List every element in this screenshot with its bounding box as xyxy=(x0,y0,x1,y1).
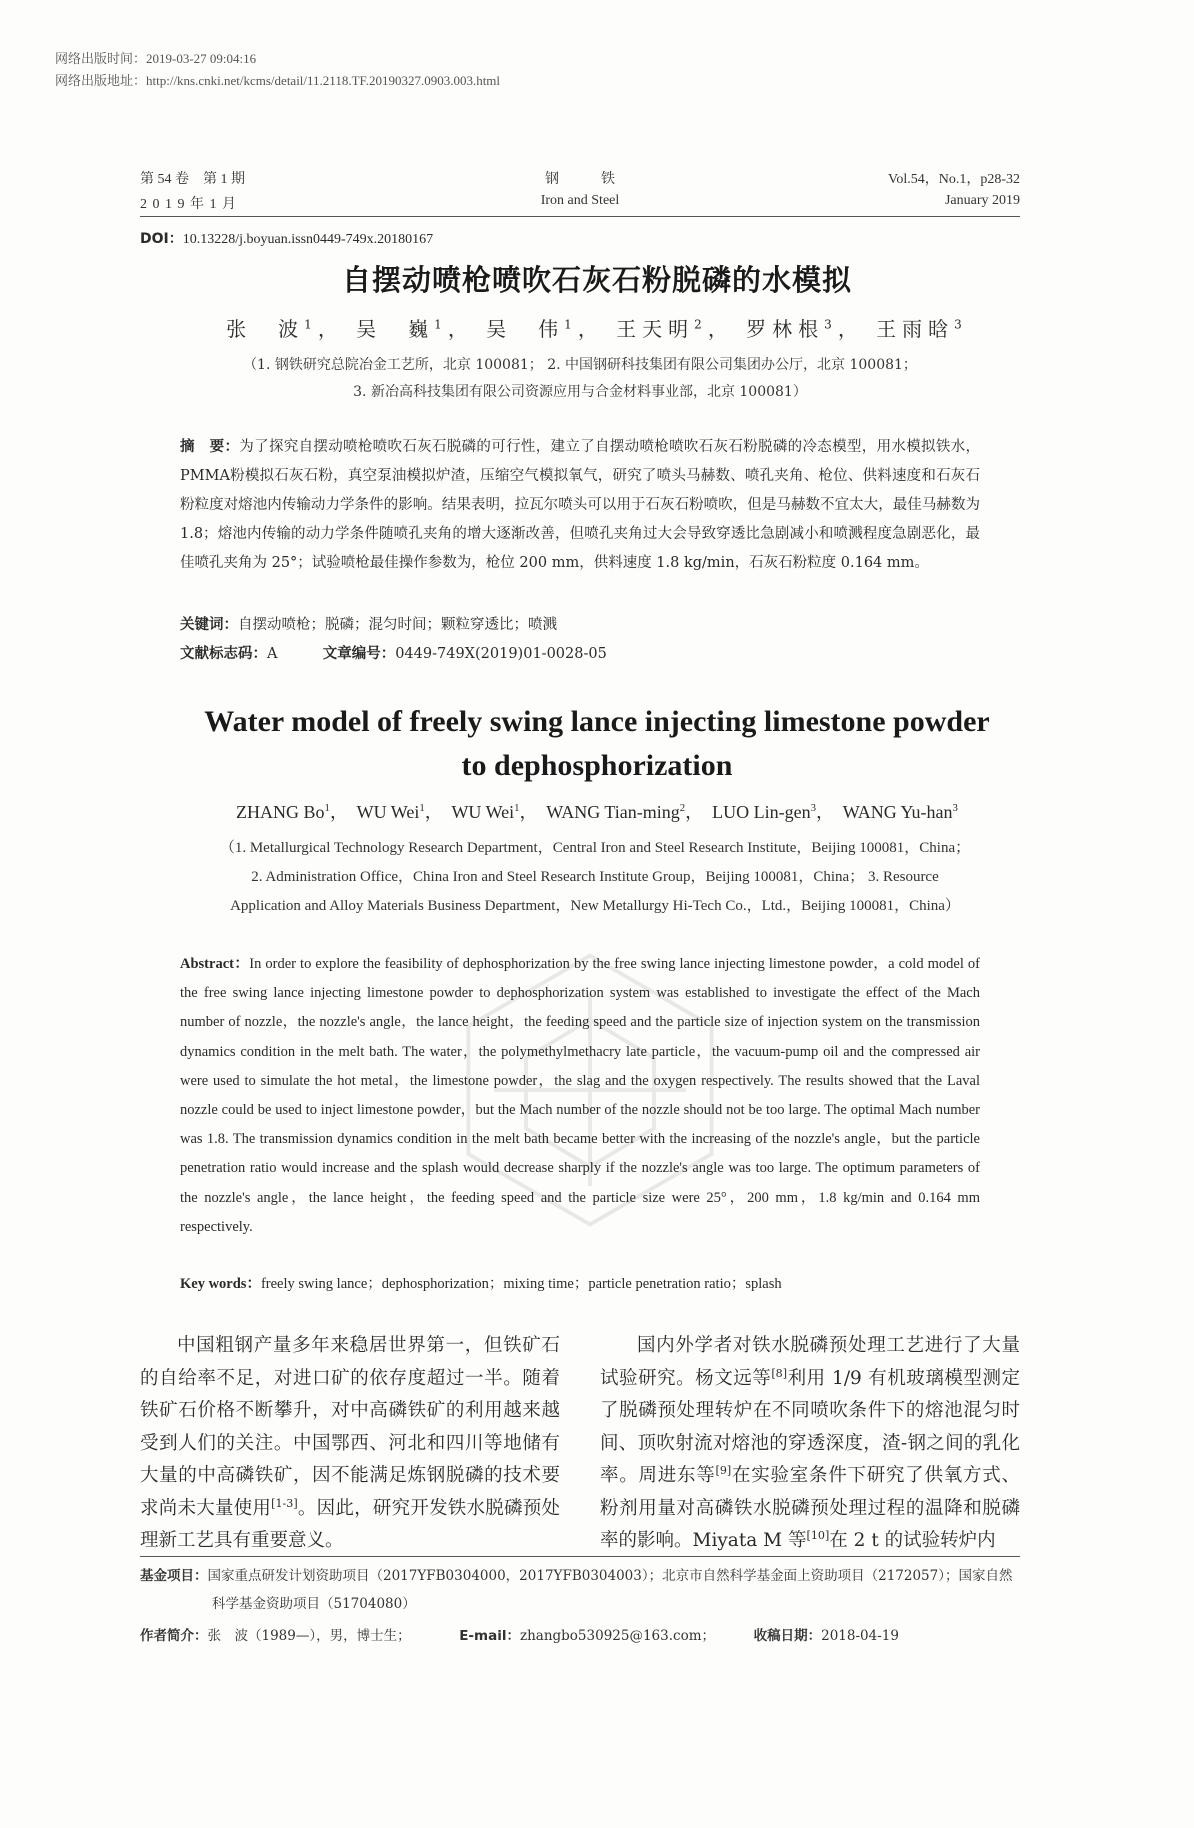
online-publish-url[interactable]: 网络出版地址：http://kns.cnki.net/kcms/detail/11.2118.TF.20190327.0903.003.html xyxy=(55,73,501,88)
doc-code-value: A xyxy=(267,646,278,662)
abstract-cn-label: 摘 要： xyxy=(180,439,240,455)
received-date-label: 收稿日期： xyxy=(753,1628,822,1644)
title-cn: 自摆动喷枪喷吹石灰石粉脱磷的水模拟 xyxy=(341,263,852,297)
header-date-cn: 2 0 1 9 年 1 月 xyxy=(140,197,237,212)
citation[interactable]: [1-3] xyxy=(271,1496,298,1510)
title-en-line: to dephosphorization xyxy=(461,749,733,782)
online-publish-time: 网络出版时间：2019-03-27 09:04:16 xyxy=(55,51,257,66)
author-bio-label: 作者简介： xyxy=(140,1628,208,1644)
keywords-en xyxy=(180,1270,980,1299)
header-journal-name-cn: 钢 铁 xyxy=(545,172,615,187)
body-text: 在实验室条件下研究了供氧方式、粉剂用量对高磷铁水脱磷预处理过程的温降和脱磷率的影响。Miyata M 等 xyxy=(600,1465,1020,1551)
abstract-en xyxy=(180,950,980,1242)
affiliation-cn-line: 3. 新冶高科技集团有限公司资源应用与合金材料事业部，北京 100081） xyxy=(353,384,807,400)
doc-code-label: 文献标志码： xyxy=(180,646,267,662)
header-volume-en: Vol.54，No.1，p28-32 xyxy=(888,172,1020,187)
abstract-en-text: In order to explore the feasibility of dephosphorization by the free swing lance injecting limestone powder，a cold model of the free swing lance injecting limestone powder to dephosphorization system was established to investigate the effect of the Mach number of nozzle，the nozzle's angle，the lance height，the feeding speed and the particle size of injection system on the transmission dynamics condition in the melt bath. The water，the polymethylmethacry late particle，the vacuum-pump oil and the compressed air were used to simulate the hot metal，the limestone powder，the slag and the oxygen respectively. The results showed that the Laval nozzle could be used to inject limestone powder，but the Mach number of the nozzle should not be too large. The optimal Mach number was 1.8. The transmission dynamics condition in the melt bath became better with the increasing of the nozzle's angle，but the particle penetration ratio would increase and the splash would decrease sharply if the nozzle's angle was too large. The optimum parameters of the nozzle's angle，the lance height，the feeding speed and the particle size were 25°，200 mm，1.8 kg/min and 0.164 mm respectively. xyxy=(180,956,980,1235)
header-rule xyxy=(140,216,1020,217)
author-en: LUO Lin-gen$^3$ xyxy=(712,802,817,822)
affiliation-en-line: Application and Alloy Materials Business Department，New Metallurgy Hi-Tech Co.，Ltd.，Beijing 100081，China） xyxy=(230,898,960,914)
author-cn: 王天明$^2$ xyxy=(616,317,708,341)
title-en xyxy=(0,700,1194,788)
author-en: WANG Tian-ming$^2$ xyxy=(546,802,686,822)
author-cn: 王雨晗$^3$ xyxy=(876,317,968,341)
citation[interactable]: [9] xyxy=(715,1463,732,1477)
body-column-right xyxy=(600,1330,1020,1558)
received-date-value: 2018-04-19 xyxy=(821,1628,899,1644)
keywords-cn-text: 自摆动喷枪；脱磷；混匀时间；颗粒穿透比；喷溅 xyxy=(238,617,557,633)
author-cn: 吴 巍$^1$ xyxy=(356,317,448,341)
doi-value[interactable]: 10.13228/j.boyuan.issn0449-749x.20180167 xyxy=(182,232,434,247)
doi-label: DOI： xyxy=(140,231,183,247)
authors-en: ZHANG Bo$^1$， WU Wei$^1$， WU Wei$^1$， WANG Tian-ming$^2$， LUO Lin-gen$^3$， WANG Yu-han$^3$ xyxy=(236,802,958,822)
body-text: 中国粗钢产量多年来稳居世界第一，但铁矿石的自给率不足，对进口矿的依存度超过一半。随着铁矿石价格不断攀升，对中高磷铁矿的利用越来越受到人们的关注。中国鄂西、河北和四川等地储有大量的中高磷铁矿，因不能满足炼钢脱磷的技术要求尚未大量使用 xyxy=(140,1335,560,1519)
fund-text: 国家重点研发计划资助项目（2017YFB0304000，2017YFB0304003）；北京市自然科学基金面上资助项目（2172057）；国家自然科学基金资助项目（51704080） xyxy=(207,1568,1013,1612)
keywords-cn xyxy=(180,611,980,640)
author-footnote xyxy=(140,1622,1020,1650)
email-label: E-mail： xyxy=(459,1628,520,1644)
affiliation-cn-line: （1. 钢铁研究总院冶金工艺所，北京 100081； 2. 中国钢研科技集团有限公司集团办公厅，北京 100081； xyxy=(243,357,917,373)
keywords-en-text: freely swing lance；dephosphorization；mixing time；particle penetration ratio；splash xyxy=(260,1276,782,1292)
authors-cn: 张 波$^1$， 吴 巍$^1$， 吴 伟$^1$， 王天明$^2$， 罗林根$^3$， 王雨晗$^3$ xyxy=(226,317,968,341)
citation[interactable]: [10] xyxy=(806,1528,830,1542)
fund-footnote xyxy=(140,1562,1020,1618)
author-cn: 罗林根$^3$ xyxy=(746,317,838,341)
author-cn: 张 波$^1$ xyxy=(226,317,318,341)
abstract-cn xyxy=(180,433,980,578)
header-date-en: January 2019 xyxy=(944,193,1020,208)
author-en: ZHANG Bo$^1$ xyxy=(236,802,330,822)
header-journal-name-en: Iron and Steel xyxy=(540,193,620,208)
title-en-line: Water model of freely swing lance injecting limestone powder xyxy=(204,705,990,738)
classification-line xyxy=(180,640,980,669)
body-text: 利用 1/9 有机玻璃模型测定了脱磷预处理转炉在不同喷吹条件下的熔池混匀时间、顶吹射流对熔池的穿透深度，渣-钢之间的乳化率。周进东等 xyxy=(600,1367,1020,1486)
doi-line xyxy=(140,228,433,248)
affiliation-en-line: （1. Metallurgical Technology Research Department，Central Iron and Steel Research Institute，Beijing 100081，China； xyxy=(219,840,971,856)
citation[interactable]: [8] xyxy=(771,1366,788,1380)
email-value[interactable]: zhangbo530925@163.com； xyxy=(519,1628,716,1644)
keywords-en-label: Key words： xyxy=(180,1276,261,1292)
body-text: 在 2 t 的试验转炉内 xyxy=(829,1530,996,1551)
abstract-cn-text: 为了探究自摆动喷枪喷吹石灰石脱磷的可行性，建立了自摆动喷枪喷吹石灰石粉脱磷的冷态模型，用水模拟铁水，PMMA粉模拟石灰石粉，真空泵油模拟炉渣，压缩空气模拟氧气，研究了喷头马赫数、喷孔夹角、枪位、供料速度和石灰石粉粒度对熔池内传输动力学条件的影响。结果表明，拉瓦尔喷头可以用于石灰石粉喷吹，但是马赫数不宜太大，最佳马赫数为 1.8；熔池内传输的动力学条件随喷孔夹角的增大逐渐改善，但喷孔夹角过大会导致穿透比急剧减小和喷溅程度急剧恶化，最佳喷孔夹角为 25°；试验喷枪最佳操作参数为，枪位 200 mm，供料速度 1.8 kg/min，石灰石粉粒度 0.164 mm。 xyxy=(180,439,981,571)
abstract-en-label: Abstract： xyxy=(180,956,250,972)
author-cn: 吴 伟$^1$ xyxy=(486,317,578,341)
fund-label: 基金项目： xyxy=(140,1568,208,1584)
author-en: WANG Yu-han$^3$ xyxy=(842,802,958,822)
author-en: WU Wei$^1$ xyxy=(451,802,520,822)
author-bio-text: 张 波（1989—），男，博士生； xyxy=(207,1628,411,1644)
article-number-value: 0449-749X(2019)01-0028-05 xyxy=(395,646,607,662)
body-column-left xyxy=(140,1330,560,1558)
author-en: WU Wei$^1$ xyxy=(356,802,425,822)
keywords-cn-label: 关键词： xyxy=(180,617,238,633)
header-volume-cn: 第 54 卷 第 1 期 xyxy=(140,172,245,187)
body-text: 。因此，研究开发铁水脱磷预处理新工艺具有重要意义。 xyxy=(140,1497,560,1551)
affiliation-en-line: 2. Administration Office，China Iron and Steel Research Institute Group，Beijing 100081，China； 3. Resource xyxy=(251,869,939,885)
article-number-label: 文章编号： xyxy=(322,646,396,662)
footnote-rule xyxy=(140,1556,1020,1557)
body-text: 国内外学者对铁水脱磷预处理工艺进行了大量试验研究。杨文远等 xyxy=(600,1335,1020,1389)
